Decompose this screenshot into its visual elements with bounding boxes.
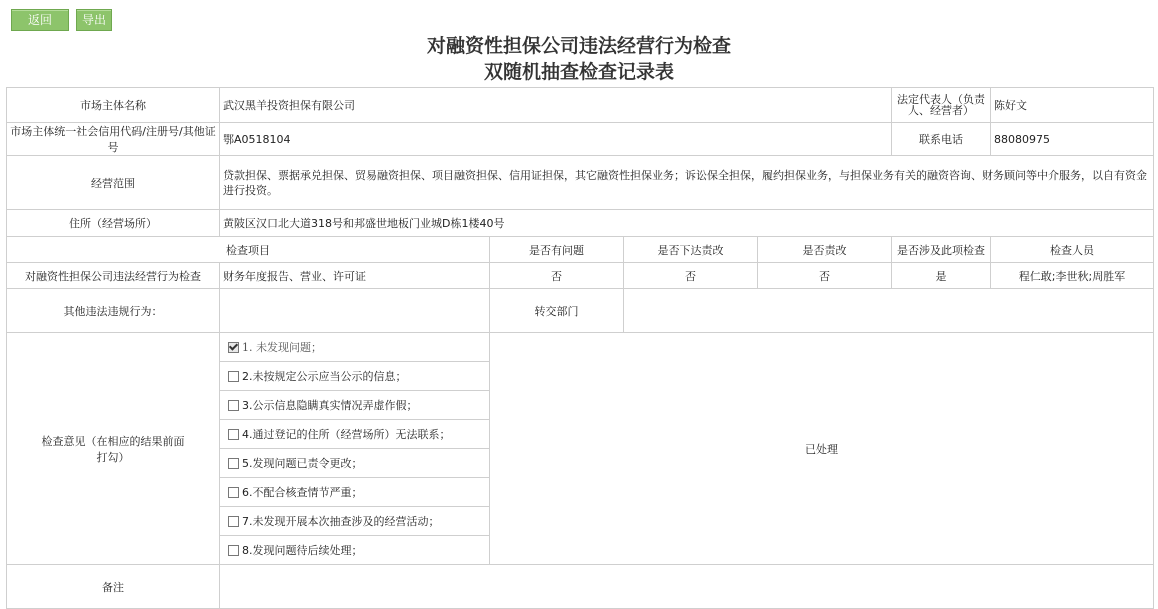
other-violations-label: 其他违法违规行为： [7, 289, 220, 333]
opinion-option-label: 2.未按规定公示应当公示的信息； [242, 370, 407, 383]
remark-label: 备注 [7, 565, 220, 609]
opinion-option-label: 6.不配合核查情节严重； [242, 486, 363, 499]
other-violations-value [220, 289, 490, 333]
opinion-option[interactable] [220, 507, 489, 536]
header-issued-order: 是否下达责改 [624, 237, 758, 263]
header-involved: 是否涉及此项检查 [892, 237, 991, 263]
export-button[interactable]: 导出 [76, 9, 112, 31]
name-label: 市场主体名称 [7, 88, 220, 123]
legal-rep-label: 法定代表人（负责人、经营者） [892, 88, 991, 123]
transfer-dept-label: 转交部门 [490, 289, 624, 333]
opinion-result: 已处理 [490, 333, 1154, 565]
rectified-value: 否 [758, 263, 892, 289]
opinion-option[interactable] [220, 391, 489, 420]
opinion-option[interactable] [220, 478, 489, 507]
scope-label: 经营范围 [7, 156, 220, 210]
checkbox-icon[interactable] [228, 487, 239, 498]
header-inspectors: 检查人员 [991, 237, 1154, 263]
opinion-options [220, 333, 490, 565]
code-label: 市场主体统一社会信用代码/注册号/其他证号 [7, 123, 220, 156]
involved-value: 是 [892, 263, 991, 289]
opinion-option-label: 8.发现问题待后续处理； [242, 544, 363, 557]
opinion-option[interactable] [220, 333, 489, 362]
address-label: 住所（经营场所） [7, 210, 220, 237]
checkbox-icon[interactable] [228, 516, 239, 527]
check-content: 财务年度报告、营业、许可证 [220, 263, 490, 289]
checkbox-icon[interactable] [228, 545, 239, 556]
opinion-option-label: 7.未发现开展本次抽查涉及的经营活动； [242, 515, 440, 528]
check-item: 对融资性担保公司违法经营行为检查 [7, 263, 220, 289]
legal-rep-value: 陈好文 [991, 88, 1154, 123]
checkbox-icon[interactable] [228, 458, 239, 469]
opinion-option-label: 5.发现问题已责令更改； [242, 457, 363, 470]
scope-value: 贷款担保、票据承兑担保、贸易融资担保、项目融资担保、信用证担保，其它融资性担保业务；诉讼保全担保，履约担保业务，与担保业务有关的融资咨询、财务顾问等中介服务，以自有资金进行投资。 [220, 156, 1154, 210]
opinion-option-label: 3.公示信息隐瞒真实情况弄虚作假； [242, 399, 418, 412]
opinion-option[interactable] [220, 536, 489, 564]
header-rectified: 是否责改 [758, 237, 892, 263]
issued-order-value: 否 [624, 263, 758, 289]
page-subtitle: 双随机抽查检查记录表 [483, 61, 674, 83]
remark-value [220, 565, 1154, 609]
name-value: 武汉黑羊投资担保有限公司 [220, 88, 892, 123]
opinion-option[interactable] [220, 362, 489, 391]
code-value: 鄂A0518104 [220, 123, 892, 156]
opinion-option[interactable] [220, 420, 489, 449]
header-has-problem: 是否有问题 [490, 237, 624, 263]
phone-label: 联系电话 [892, 123, 991, 156]
address-value: 黄陂区汉口北大道318号和邦盛世地板门业城D栋1楼40号 [220, 210, 1154, 237]
opinion-option-label: 1. 未发现问题； [242, 341, 322, 354]
checkbox-icon[interactable] [228, 400, 239, 411]
page-title: 对融资性担保公司违法经营行为检查 [426, 35, 731, 57]
opinion-option[interactable] [220, 449, 489, 478]
has-problem-value: 否 [490, 263, 624, 289]
opinion-option-label: 4.通过登记的住所（经营场所）无法联系； [242, 428, 451, 441]
checkbox-icon[interactable] [228, 371, 239, 382]
opinion-label: 检查意见（在相应的结果前面打勾） [7, 333, 220, 565]
checkbox-icon[interactable] [228, 342, 239, 353]
transfer-dept-value [624, 289, 1154, 333]
header-check-item: 检查项目 [7, 237, 490, 263]
record-table [6, 87, 1154, 609]
checkbox-icon[interactable] [228, 429, 239, 440]
phone-value: 88080975 [991, 123, 1154, 156]
inspectors-value: 程仁敢;李世秋;周胜军 [991, 263, 1154, 289]
back-button[interactable]: 返回 [11, 9, 69, 31]
